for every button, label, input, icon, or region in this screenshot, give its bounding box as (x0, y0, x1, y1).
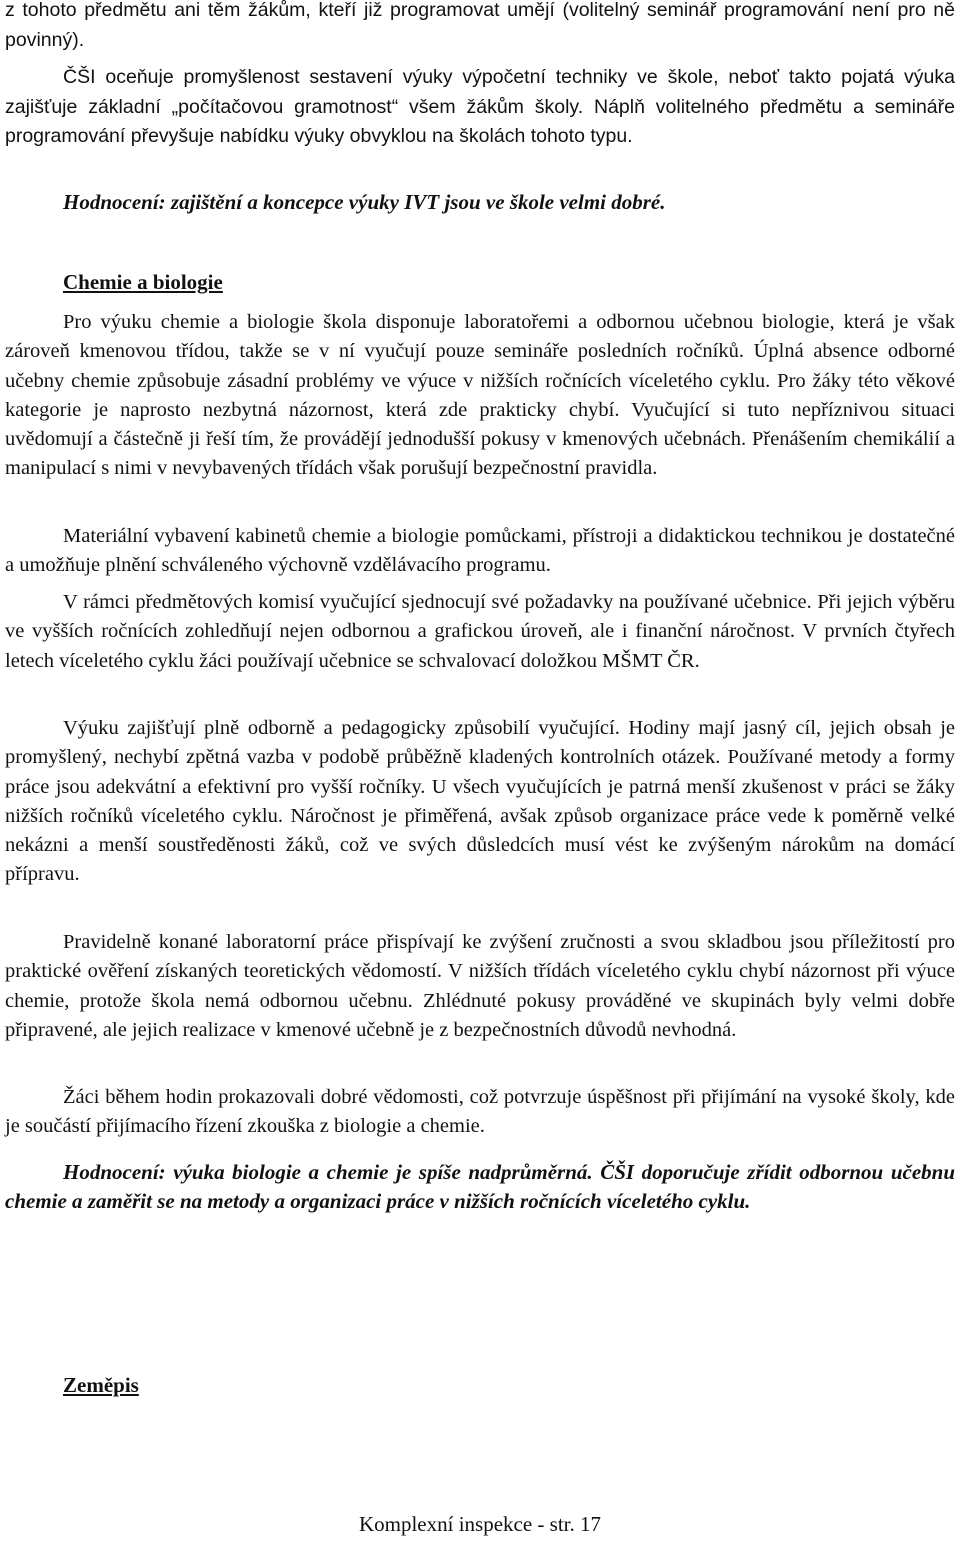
section-heading-geography: Zeměpis (63, 1373, 139, 1397)
it-evaluation: Hodnocení: zajištění a koncepce výuky IVT jsou ve škole velmi dobré. (63, 190, 666, 214)
chem-bio-paragraph-teaching: Výuku zajišťují plně odborně a pedagogicky způsobilí vyučující. Hodiny mají jasný cíl, jejich obsah je promyšlený, nechybí zpětná vazba v podobě průběžně kladených kontrolních otázek. Používané metody a formy práce jsou adekvátní a efektivní pro vyšší ročníky. U všech vyučujících je patrná menší zkušenost v práci se žáky nižších ročníků víceletého cyklu. Náročnost je přiměřená, avšak způsob organizace práce vede k poměrně velké nekázni a menší soustředěnosti žáků, což ve svých důsledcích musí vést ke zvýšeným nárokům na domácí přípravu. (5, 717, 955, 886)
chem-bio-evaluation: Hodnocení: výuka biologie a chemie je spíše nadprůměrná. ČŠI doporučuje zřídit odbornou učebnu chemie a zaměřit se na metody a organizaci práce v nižších ročnících víceletého cyklu. (5, 1160, 955, 1214)
it-paragraph-continued: z tohoto předmětu ani těm žákům, kteří již programovat umějí (volitelný seminář programování není pro ně povinný). (5, 0, 955, 51)
chem-bio-paragraph-facilities: Pro výuku chemie a biologie škola disponuje laboratořemi a odbornou učebnou biologie, která je však zároveň kmenovou třídou, takže se v ní vyučují pouze semináře posledních ročníků. Úplná absence odborné učebny chemie způsobuje zásadní problémy ve výuce v nižších ročnících víceletého cyklu. Pro žáky této věkové kategorie je naprosto nezbytná názornost, která zde prakticky chybí. Vyučující si tuto nepříznivou situaci uvědomují a částečně ji řeší tím, že provádějí jednodušší pokusy v kmenových učebnách. Přenášením chemikálií a manipulací s nimi v nevybavených třídách však porušují bezpečnostní pravidla. (5, 311, 955, 480)
chem-bio-paragraph-results: Žáci během hodin prokazovali dobré vědomosti, což potvrzuje úspěšnost při přijímání na vysoké školy, kde je součástí přijímacího řízení zkouška z biologie a chemie. (5, 1086, 955, 1138)
it-paragraph-assessment: ČŠI oceňuje promyšlenost sestavení výuky výpočetní techniky ve škole, neboť takto pojatá výuka zajišťuje základní „počítačovou gramotnost“ všem žákům školy. Náplň volitelného předmětu a semináře programování převyšuje nabídku výuky obvyklou na školách tohoto typu. (5, 66, 955, 147)
chem-bio-paragraph-textbooks: V rámci předmětových komisí vyučující sjednocují své požadavky na používané učebnice. Při jejich výběru ve vyšších ročnících zohledňují nejen odbornou a grafickou úroveň, ale i finanční náročnost. V prvních čtyřech letech víceletého cyklu žáci používají učebnice se schvalovací doložkou MŠMT ČR. (5, 591, 955, 672)
chem-bio-paragraph-equipment: Materiální vybavení kabinetů chemie a biologie pomůckami, přístroji a didaktickou technikou je dostatečné a umožňuje plnění schváleného výchovně vzdělávacího programu. (5, 525, 955, 577)
page-footer: Komplexní inspekce - str. 17 (358, 1512, 602, 1536)
chem-bio-paragraph-lab-work: Pravidelně konané laboratorní práce přispívají ke zvýšení zručnosti a svou skladbou jsou příležitostí pro praktické ověření získaných teoretických vědomostí. V nižších třídách víceletého cyklu chybí názornost při výuce chemie, protože škola nemá odbornou učebnu. Zhlédnuté pokusy prováděné ve skupinách byly velmi dobře připravené, ale jejich realizace v kmenové učebně je z bezpečnostních důvodů nevhodná. (5, 931, 955, 1041)
section-heading-chemistry-biology: Chemie a biologie (63, 270, 223, 294)
